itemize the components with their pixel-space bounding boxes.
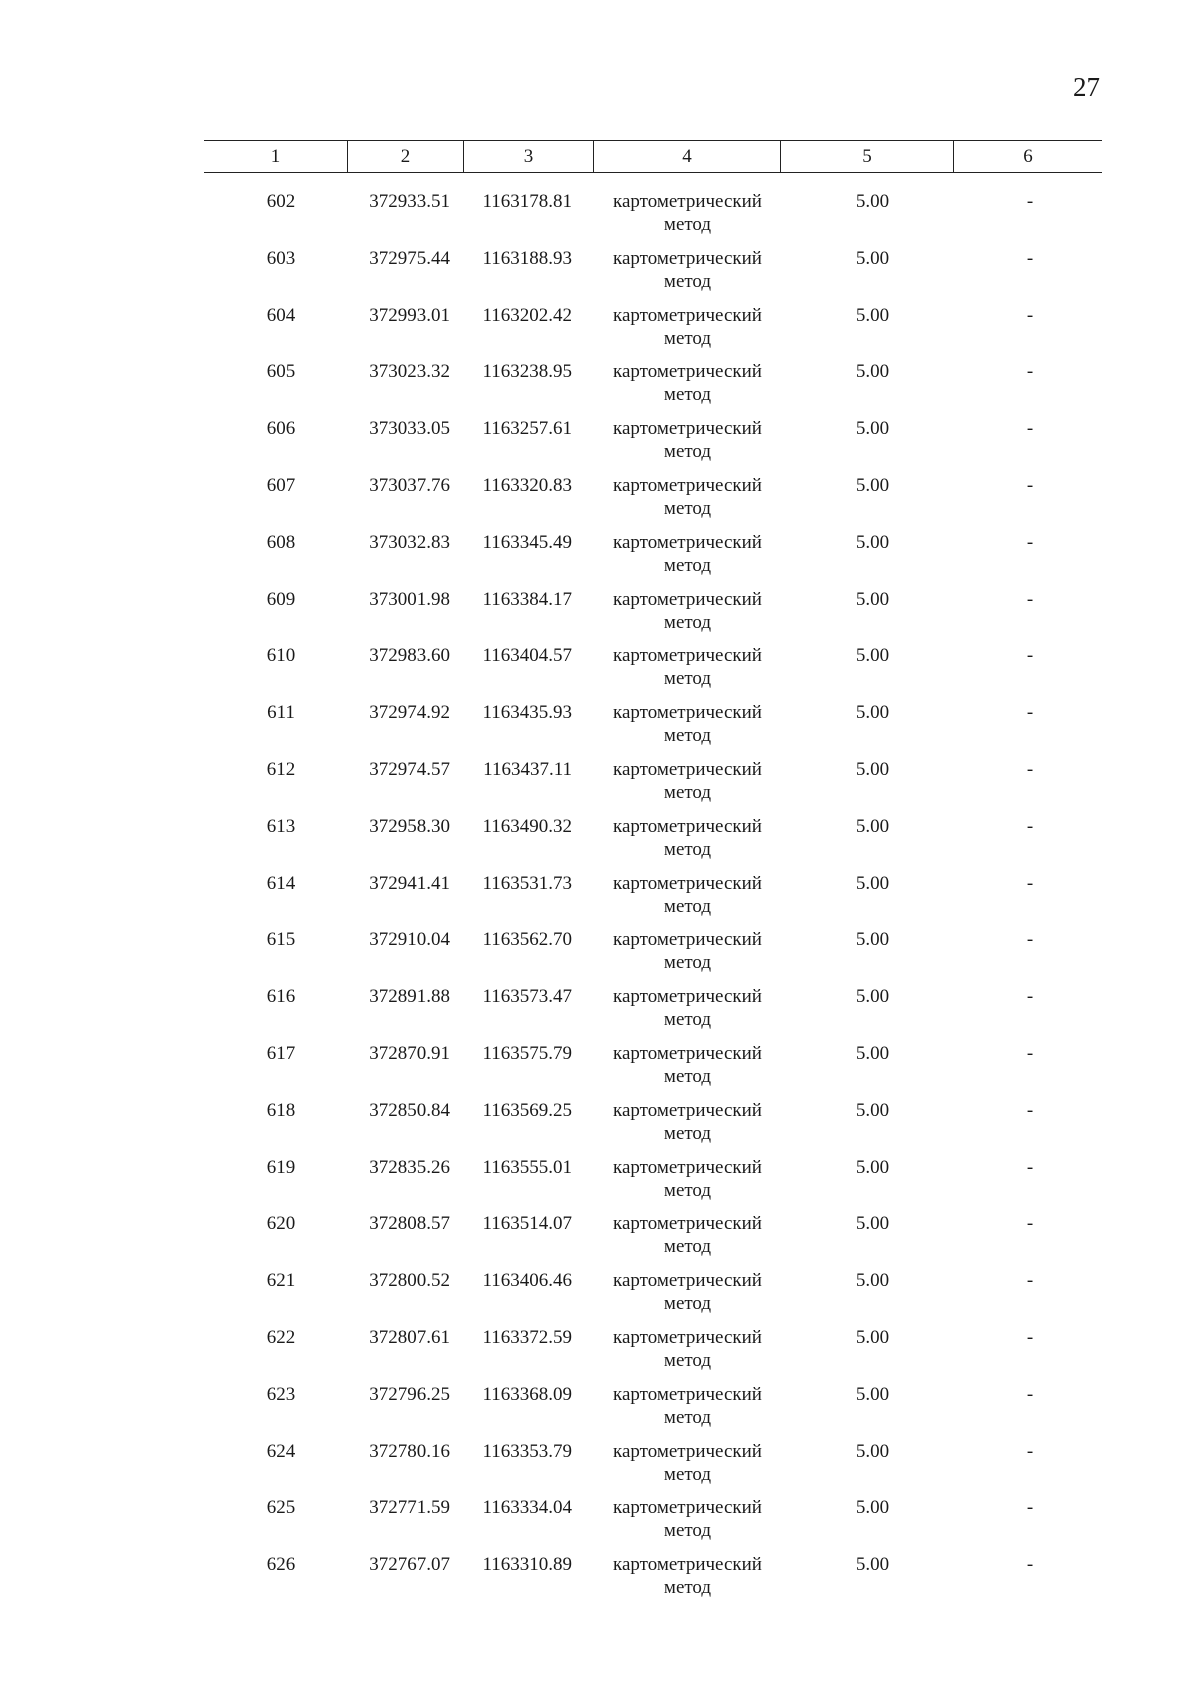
method-line-1: картометрический (613, 872, 762, 894)
method-line-1: картометрический (613, 1099, 762, 1121)
page-number: 27 (1073, 72, 1100, 102)
table-row (204, 474, 1102, 531)
coordinate-x: 372767.07 (369, 1554, 450, 1576)
table-row (204, 815, 1102, 872)
method-cell (594, 247, 781, 304)
table-row (204, 304, 1102, 361)
method-line-1: картометрический (613, 247, 762, 269)
method-line-1: картометрический (613, 1213, 762, 1235)
method-line-2: метод (663, 1293, 712, 1315)
table-row (204, 1156, 1102, 1213)
precision-value: 5.00 (855, 702, 890, 724)
coordinate-y: 1163334.04 (482, 1497, 572, 1519)
method-line-2: метод (663, 725, 712, 747)
method-line-2: метод (663, 1009, 712, 1031)
precision-value: 5.00 (855, 304, 890, 326)
description-cell: - (1026, 247, 1034, 269)
description-cell: - (1026, 1326, 1034, 1348)
precision-value: 5.00 (855, 1383, 890, 1405)
coordinate-x: 372910.04 (369, 929, 450, 951)
table-row (204, 701, 1102, 758)
method-cell (594, 1269, 781, 1326)
table-header (204, 140, 1102, 173)
method-line-1: картометрический (613, 702, 762, 724)
description-cell: - (1026, 929, 1034, 951)
method-line-2: метод (663, 611, 712, 633)
method-cell (594, 417, 781, 474)
method-line-1: картометрический (613, 1326, 762, 1348)
coordinate-y: 1163575.79 (482, 1042, 572, 1064)
coordinate-y: 1163569.25 (482, 1099, 572, 1121)
coordinate-x: 372958.30 (369, 815, 450, 837)
table-row (204, 588, 1102, 645)
precision-value: 5.00 (855, 758, 890, 780)
coordinate-y: 1163353.79 (482, 1440, 572, 1462)
method-cell (594, 815, 781, 872)
coordinate-x: 373032.83 (369, 531, 450, 553)
coordinate-x: 372808.57 (369, 1213, 450, 1235)
coordinate-y: 1163514.07 (482, 1213, 572, 1235)
description-cell: - (1026, 872, 1034, 894)
coordinate-x: 373001.98 (369, 588, 450, 610)
table-row (204, 417, 1102, 474)
precision-value: 5.00 (855, 1042, 890, 1064)
point-number: 617 (266, 1042, 296, 1064)
point-number: 622 (266, 1326, 296, 1348)
point-number: 609 (266, 588, 296, 610)
point-number: 607 (266, 474, 296, 496)
description-cell: - (1026, 1440, 1034, 1462)
header-col-1: 1 (204, 141, 348, 172)
header-col-6: 6 (1023, 146, 1033, 167)
description-cell: - (1026, 474, 1034, 496)
description-cell: - (1026, 361, 1034, 383)
point-number: 608 (266, 531, 296, 553)
table-row (204, 1440, 1102, 1497)
description-cell: - (1026, 1042, 1034, 1064)
description-cell: - (1026, 531, 1034, 553)
precision-value: 5.00 (855, 1554, 890, 1576)
header-col-2: 2 (348, 141, 464, 172)
method-line-2: метод (663, 1236, 712, 1258)
table-row (204, 758, 1102, 815)
table-row (204, 985, 1102, 1042)
method-cell (594, 644, 781, 701)
table-row (204, 1099, 1102, 1156)
coordinate-x: 372974.57 (369, 758, 450, 780)
precision-value: 5.00 (855, 1156, 890, 1178)
coordinate-x: 372780.16 (369, 1440, 450, 1462)
precision-value: 5.00 (855, 474, 890, 496)
coordinate-x: 372933.51 (369, 191, 450, 212)
method-line-1: картометрический (613, 815, 762, 837)
table-row (204, 872, 1102, 929)
method-line-1: картометрический (613, 1156, 762, 1178)
coordinate-y: 1163320.83 (482, 474, 572, 496)
method-line-2: метод (663, 781, 712, 803)
coordinate-x: 372941.41 (369, 872, 450, 894)
method-line-1: картометрический (613, 1440, 762, 1462)
point-number: 621 (266, 1270, 296, 1292)
point-number: 620 (266, 1213, 296, 1235)
table-row (204, 531, 1102, 588)
method-cell (594, 190, 781, 247)
point-number: 611 (267, 702, 295, 724)
coordinate-y: 1163178.81 (482, 191, 572, 212)
point-number: 615 (266, 929, 296, 951)
point-number: 626 (266, 1554, 296, 1576)
point-number: 624 (266, 1440, 296, 1462)
method-cell (594, 1496, 781, 1553)
coordinate-y: 1163404.57 (482, 645, 572, 667)
table-row (204, 928, 1102, 985)
table-body (204, 190, 1102, 1610)
precision-value: 5.00 (855, 929, 890, 951)
coordinate-x: 372800.52 (369, 1270, 450, 1292)
method-line-2: метод (663, 1065, 712, 1087)
method-line-1: картометрический (613, 588, 762, 610)
method-cell (594, 872, 781, 929)
method-line-2: метод (663, 327, 712, 349)
point-number: 602 (266, 191, 296, 212)
point-number: 619 (266, 1156, 296, 1178)
coordinate-y: 1163202.42 (482, 304, 572, 326)
coordinate-y: 1163406.46 (482, 1270, 572, 1292)
method-cell (594, 1440, 781, 1497)
method-cell (594, 1326, 781, 1383)
table-row (204, 247, 1102, 304)
point-number: 618 (266, 1099, 296, 1121)
method-cell (594, 1156, 781, 1213)
method-line-2: метод (663, 554, 712, 576)
method-line-2: метод (663, 1406, 712, 1428)
header-col-3: 3 (464, 141, 594, 172)
method-cell (594, 1212, 781, 1269)
method-line-2: метод (663, 497, 712, 519)
description-cell: - (1026, 702, 1034, 724)
method-line-1: картометрический (613, 304, 762, 326)
description-cell: - (1026, 1497, 1034, 1519)
method-line-1: картометрический (613, 1497, 762, 1519)
point-number: 625 (266, 1497, 296, 1519)
point-number: 606 (266, 418, 296, 440)
coordinate-y: 1163368.09 (482, 1383, 572, 1405)
coordinate-x: 373023.32 (369, 361, 450, 383)
method-line-2: метод (663, 1577, 712, 1599)
table-row (204, 1269, 1102, 1326)
description-cell: - (1026, 758, 1034, 780)
method-cell (594, 985, 781, 1042)
description-cell: - (1026, 1383, 1034, 1405)
header-col-5: 5 (781, 141, 954, 172)
table-row (204, 1212, 1102, 1269)
description-cell: - (1026, 1099, 1034, 1121)
method-cell (594, 758, 781, 815)
description-cell: - (1026, 418, 1034, 440)
precision-value: 5.00 (855, 418, 890, 440)
method-line-2: метод (663, 1463, 712, 1485)
precision-value: 5.00 (855, 815, 890, 837)
coordinate-y: 1163310.89 (482, 1554, 572, 1576)
description-cell: - (1026, 645, 1034, 667)
method-cell (594, 1383, 781, 1440)
description-cell: - (1026, 191, 1034, 212)
method-line-1: картометрический (613, 361, 762, 383)
point-number: 614 (266, 872, 296, 894)
method-line-2: метод (663, 1179, 712, 1201)
method-line-2: метод (663, 895, 712, 917)
method-cell (594, 531, 781, 588)
method-line-1: картометрический (613, 418, 762, 440)
description-cell: - (1026, 986, 1034, 1008)
coordinate-y: 1163384.17 (482, 588, 572, 610)
precision-value: 5.00 (855, 531, 890, 553)
coordinate-x: 373033.05 (369, 418, 450, 440)
method-line-1: картометрический (613, 645, 762, 667)
method-line-1: картометрический (613, 929, 762, 951)
coordinate-y: 1163562.70 (482, 929, 572, 951)
point-number: 603 (266, 247, 296, 269)
description-cell: - (1026, 1156, 1034, 1178)
precision-value: 5.00 (855, 645, 890, 667)
precision-value: 5.00 (855, 247, 890, 269)
coordinate-x: 373037.76 (369, 474, 450, 496)
precision-value: 5.00 (855, 191, 890, 212)
method-line-2: метод (663, 441, 712, 463)
point-number: 616 (266, 986, 296, 1008)
method-line-1: картометрический (613, 1042, 762, 1064)
table-row (204, 1383, 1102, 1440)
coordinate-y: 1163257.61 (482, 418, 572, 440)
table-row (204, 190, 1102, 247)
description-cell: - (1026, 815, 1034, 837)
coordinate-y: 1163573.47 (482, 986, 572, 1008)
method-line-1: картометрический (613, 986, 762, 1008)
coordinate-x: 372835.26 (369, 1156, 450, 1178)
table-row (204, 644, 1102, 701)
method-cell (594, 1553, 781, 1610)
coordinate-x: 372807.61 (369, 1326, 450, 1348)
description-cell: - (1026, 304, 1034, 326)
precision-value: 5.00 (855, 1099, 890, 1121)
coordinate-y: 1163555.01 (482, 1156, 572, 1178)
method-line-2: метод (663, 384, 712, 406)
point-number: 604 (266, 304, 296, 326)
point-number: 605 (266, 361, 296, 383)
method-cell (594, 701, 781, 758)
table-row (204, 360, 1102, 417)
coordinate-y: 1163345.49 (482, 531, 572, 553)
header-col-4: 4 (594, 141, 781, 172)
coordinate-x: 372983.60 (369, 645, 450, 667)
precision-value: 5.00 (855, 1270, 890, 1292)
coordinate-x: 372796.25 (369, 1383, 450, 1405)
coordinate-y: 1163372.59 (482, 1326, 572, 1348)
description-cell: - (1026, 1554, 1034, 1576)
precision-value: 5.00 (855, 986, 890, 1008)
coordinate-x: 372975.44 (369, 247, 450, 269)
precision-value: 5.00 (855, 1440, 890, 1462)
precision-value: 5.00 (855, 1326, 890, 1348)
method-cell (594, 360, 781, 417)
coordinate-x: 372771.59 (369, 1497, 450, 1519)
method-line-1: картометрический (613, 531, 762, 553)
coordinate-y: 1163437.11 (483, 758, 572, 780)
method-line-2: метод (663, 214, 712, 235)
method-line-2: метод (663, 668, 712, 690)
coordinate-x: 372891.88 (369, 986, 450, 1008)
description-cell: - (1026, 588, 1034, 610)
precision-value: 5.00 (855, 1497, 890, 1519)
method-line-1: картометрический (613, 1554, 762, 1576)
method-cell (594, 928, 781, 985)
method-cell (594, 588, 781, 645)
precision-value: 5.00 (855, 1213, 890, 1235)
method-line-2: метод (663, 1349, 712, 1371)
coordinate-y: 1163238.95 (482, 361, 572, 383)
precision-value: 5.00 (855, 872, 890, 894)
coordinate-y: 1163188.93 (482, 247, 572, 269)
method-cell (594, 1099, 781, 1156)
coordinate-x: 372974.92 (369, 702, 450, 724)
table-row (204, 1553, 1102, 1610)
coordinate-y: 1163531.73 (482, 872, 572, 894)
method-line-2: метод (663, 1520, 712, 1542)
description-cell: - (1026, 1213, 1034, 1235)
method-line-1: картометрический (613, 758, 762, 780)
precision-value: 5.00 (855, 588, 890, 610)
coordinate-x: 372993.01 (369, 304, 450, 326)
table-row (204, 1042, 1102, 1099)
table-row (204, 1326, 1102, 1383)
method-line-1: картометрический (613, 474, 762, 496)
coordinate-y: 1163435.93 (482, 702, 572, 724)
method-line-2: метод (663, 1122, 712, 1144)
method-cell (594, 474, 781, 531)
point-number: 610 (266, 645, 296, 667)
method-line-1: картометрический (613, 1270, 762, 1292)
coordinate-y: 1163490.32 (482, 815, 572, 837)
method-line-2: метод (663, 838, 712, 860)
method-cell (594, 304, 781, 361)
method-line-2: метод (663, 270, 712, 292)
coordinate-x: 372870.91 (369, 1042, 450, 1064)
method-line-1: картометрический (613, 191, 762, 212)
point-number: 623 (266, 1383, 296, 1405)
precision-value: 5.00 (855, 361, 890, 383)
point-number: 613 (266, 815, 296, 837)
method-line-1: картометрический (613, 1383, 762, 1405)
coordinate-x: 372850.84 (369, 1099, 450, 1121)
method-line-2: метод (663, 952, 712, 974)
description-cell: - (1026, 1270, 1034, 1292)
table-row (204, 1496, 1102, 1553)
point-number: 612 (266, 758, 296, 780)
method-cell (594, 1042, 781, 1099)
